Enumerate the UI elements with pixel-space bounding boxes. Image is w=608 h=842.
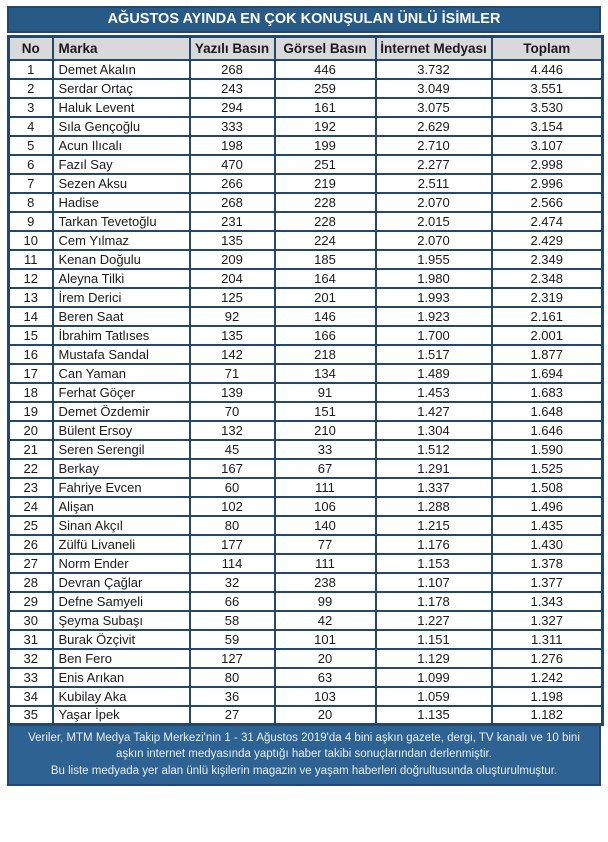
cell-marka: Ferhat Göçer	[53, 383, 190, 402]
cell-yazili-basin: 294	[190, 98, 275, 117]
cell-gorsel-basin: 228	[275, 212, 376, 231]
cell-no: 26	[9, 535, 53, 554]
cell-internet-medyasi: 1.215	[376, 516, 492, 535]
cell-gorsel-basin: 166	[275, 326, 376, 345]
cell-gorsel-basin: 210	[275, 421, 376, 440]
table-row	[9, 554, 603, 573]
cell-gorsel-basin: 20	[275, 706, 376, 725]
cell-toplam: 1.327	[492, 611, 603, 630]
cell-yazili-basin: 333	[190, 117, 275, 136]
cell-toplam: 1.496	[492, 497, 603, 516]
cell-marka: Fazıl Say	[53, 155, 190, 174]
cell-toplam: 4.446	[492, 60, 603, 79]
footer-source-text: Veriler, MTM Medya Takip Merkezi'nin 1 - 31 Ağustos 2019'da 4 bini aşkın gazete, dergi, TV kanalı ve 10 bini aşkın internet medyasında yaptığı haber takibi sonuçlarından derlenmiştir.	[28, 732, 580, 761]
cell-toplam: 3.107	[492, 136, 603, 155]
cell-internet-medyasi: 1.178	[376, 592, 492, 611]
cell-yazili-basin: 58	[190, 611, 275, 630]
cell-gorsel-basin: 192	[275, 117, 376, 136]
cell-yazili-basin: 198	[190, 136, 275, 155]
footer-disclaimer-text: Bu liste medyada yer alan ünlü kişilerin magazin ve yaşam haberleri doğrultusunda oluşturulmuştur.	[50, 764, 558, 777]
cell-yazili-basin: 268	[190, 193, 275, 212]
cell-gorsel-basin: 259	[275, 79, 376, 98]
cell-gorsel-basin: 99	[275, 592, 376, 611]
cell-gorsel-basin: 106	[275, 497, 376, 516]
cell-no: 8	[9, 193, 53, 212]
cell-yazili-basin: 470	[190, 155, 275, 174]
cell-internet-medyasi: 1.700	[376, 326, 492, 345]
table-row	[9, 269, 603, 288]
cell-yazili-basin: 32	[190, 573, 275, 592]
cell-internet-medyasi: 2.070	[376, 193, 492, 212]
cell-yazili-basin: 177	[190, 535, 275, 554]
cell-marka: Devran Çağlar	[53, 573, 190, 592]
cell-yazili-basin: 231	[190, 212, 275, 231]
cell-yazili-basin: 142	[190, 345, 275, 364]
cell-gorsel-basin: 228	[275, 193, 376, 212]
cell-internet-medyasi: 1.099	[376, 668, 492, 687]
cell-yazili-basin: 127	[190, 649, 275, 668]
table-row	[9, 174, 603, 193]
celebrity-mentions-table	[7, 35, 604, 726]
cell-yazili-basin: 60	[190, 478, 275, 497]
table-row	[9, 60, 603, 79]
cell-no: 32	[9, 649, 53, 668]
cell-gorsel-basin: 151	[275, 402, 376, 421]
cell-internet-medyasi: 3.049	[376, 79, 492, 98]
col-header-yazili-basin: Yazılı Basın	[190, 37, 275, 60]
table-row	[9, 573, 603, 592]
table-row	[9, 307, 603, 326]
cell-marka: Tarkan Tevetoğlu	[53, 212, 190, 231]
cell-internet-medyasi: 2.511	[376, 174, 492, 193]
cell-gorsel-basin: 201	[275, 288, 376, 307]
cell-internet-medyasi: 1.453	[376, 383, 492, 402]
cell-no: 7	[9, 174, 53, 193]
cell-yazili-basin: 135	[190, 231, 275, 250]
table-row	[9, 459, 603, 478]
cell-yazili-basin: 45	[190, 440, 275, 459]
cell-toplam: 1.525	[492, 459, 603, 478]
cell-internet-medyasi: 3.732	[376, 60, 492, 79]
table-row	[9, 212, 603, 231]
cell-marka: Norm Ender	[53, 554, 190, 573]
cell-toplam: 1.648	[492, 402, 603, 421]
cell-yazili-basin: 80	[190, 516, 275, 535]
cell-internet-medyasi: 1.337	[376, 478, 492, 497]
cell-marka: Kubilay Aka	[53, 687, 190, 706]
cell-yazili-basin: 132	[190, 421, 275, 440]
cell-gorsel-basin: 219	[275, 174, 376, 193]
table-row	[9, 649, 603, 668]
cell-toplam: 1.276	[492, 649, 603, 668]
cell-marka: Ben Fero	[53, 649, 190, 668]
table-row	[9, 288, 603, 307]
table-row	[9, 706, 603, 725]
cell-yazili-basin: 139	[190, 383, 275, 402]
cell-no: 9	[9, 212, 53, 231]
table-row	[9, 421, 603, 440]
cell-gorsel-basin: 146	[275, 307, 376, 326]
cell-gorsel-basin: 199	[275, 136, 376, 155]
table-row	[9, 383, 603, 402]
table-row	[9, 402, 603, 421]
cell-gorsel-basin: 111	[275, 554, 376, 573]
cell-internet-medyasi: 2.629	[376, 117, 492, 136]
cell-marka: Seren Serengil	[53, 440, 190, 459]
table-row	[9, 364, 603, 383]
cell-no: 16	[9, 345, 53, 364]
cell-no: 27	[9, 554, 53, 573]
cell-no: 35	[9, 706, 53, 725]
cell-yazili-basin: 204	[190, 269, 275, 288]
cell-marka: Cem Yılmaz	[53, 231, 190, 250]
cell-gorsel-basin: 91	[275, 383, 376, 402]
cell-internet-medyasi: 1.227	[376, 611, 492, 630]
cell-gorsel-basin: 103	[275, 687, 376, 706]
table-row	[9, 497, 603, 516]
table-row	[9, 117, 603, 136]
cell-marka: Sinan Akçıl	[53, 516, 190, 535]
table-row	[9, 516, 603, 535]
cell-marka: Can Yaman	[53, 364, 190, 383]
table-row	[9, 326, 603, 345]
cell-no: 23	[9, 478, 53, 497]
cell-no: 20	[9, 421, 53, 440]
cell-marka: Demet Akalın	[53, 60, 190, 79]
cell-marka: Kenan Doğulu	[53, 250, 190, 269]
cell-toplam: 1.430	[492, 535, 603, 554]
cell-gorsel-basin: 63	[275, 668, 376, 687]
cell-no: 25	[9, 516, 53, 535]
cell-yazili-basin: 243	[190, 79, 275, 98]
cell-toplam: 1.378	[492, 554, 603, 573]
cell-marka: Serdar Ortaç	[53, 79, 190, 98]
cell-toplam: 2.161	[492, 307, 603, 326]
cell-yazili-basin: 66	[190, 592, 275, 611]
table-header-row	[9, 37, 603, 60]
table-row	[9, 535, 603, 554]
cell-toplam: 1.877	[492, 345, 603, 364]
cell-gorsel-basin: 101	[275, 630, 376, 649]
cell-no: 33	[9, 668, 53, 687]
cell-no: 14	[9, 307, 53, 326]
cell-toplam: 3.551	[492, 79, 603, 98]
cell-marka: Mustafa Sandal	[53, 345, 190, 364]
cell-toplam: 1.694	[492, 364, 603, 383]
cell-internet-medyasi: 2.070	[376, 231, 492, 250]
cell-gorsel-basin: 111	[275, 478, 376, 497]
cell-no: 18	[9, 383, 53, 402]
cell-toplam: 1.508	[492, 478, 603, 497]
cell-internet-medyasi: 1.993	[376, 288, 492, 307]
col-header-toplam: Toplam	[492, 37, 603, 60]
cell-internet-medyasi: 2.015	[376, 212, 492, 231]
cell-toplam: 1.590	[492, 440, 603, 459]
cell-no: 31	[9, 630, 53, 649]
cell-internet-medyasi: 1.517	[376, 345, 492, 364]
cell-yazili-basin: 80	[190, 668, 275, 687]
cell-toplam: 2.474	[492, 212, 603, 231]
cell-internet-medyasi: 1.153	[376, 554, 492, 573]
cell-yazili-basin: 92	[190, 307, 275, 326]
cell-gorsel-basin: 224	[275, 231, 376, 250]
cell-yazili-basin: 36	[190, 687, 275, 706]
cell-toplam: 2.348	[492, 269, 603, 288]
col-header-internet-medyasi: İnternet Medyası	[376, 37, 492, 60]
cell-internet-medyasi: 1.489	[376, 364, 492, 383]
cell-internet-medyasi: 1.304	[376, 421, 492, 440]
cell-marka: Şeyma Subaşı	[53, 611, 190, 630]
cell-toplam: 1.182	[492, 706, 603, 725]
cell-no: 29	[9, 592, 53, 611]
cell-gorsel-basin: 185	[275, 250, 376, 269]
cell-toplam: 2.319	[492, 288, 603, 307]
cell-marka: Bülent Ersoy	[53, 421, 190, 440]
cell-yazili-basin: 59	[190, 630, 275, 649]
cell-toplam: 1.646	[492, 421, 603, 440]
cell-internet-medyasi: 1.955	[376, 250, 492, 269]
cell-internet-medyasi: 1.427	[376, 402, 492, 421]
cell-internet-medyasi: 1.059	[376, 687, 492, 706]
table-row	[9, 136, 603, 155]
cell-internet-medyasi: 1.176	[376, 535, 492, 554]
cell-yazili-basin: 266	[190, 174, 275, 193]
cell-toplam: 1.311	[492, 630, 603, 649]
cell-no: 3	[9, 98, 53, 117]
cell-marka: Demet Özdemir	[53, 402, 190, 421]
table-row	[9, 630, 603, 649]
cell-gorsel-basin: 238	[275, 573, 376, 592]
cell-marka: İrem Derici	[53, 288, 190, 307]
cell-toplam: 2.998	[492, 155, 603, 174]
table-row	[9, 611, 603, 630]
cell-internet-medyasi: 1.923	[376, 307, 492, 326]
cell-internet-medyasi: 1.288	[376, 497, 492, 516]
table-row	[9, 79, 603, 98]
cell-gorsel-basin: 67	[275, 459, 376, 478]
cell-marka: Beren Saat	[53, 307, 190, 326]
cell-no: 11	[9, 250, 53, 269]
cell-toplam: 2.349	[492, 250, 603, 269]
cell-toplam: 1.242	[492, 668, 603, 687]
cell-gorsel-basin: 33	[275, 440, 376, 459]
cell-no: 22	[9, 459, 53, 478]
cell-marka: Burak Özçivit	[53, 630, 190, 649]
cell-toplam: 2.566	[492, 193, 603, 212]
table-row	[9, 345, 603, 364]
cell-gorsel-basin: 134	[275, 364, 376, 383]
cell-yazili-basin: 71	[190, 364, 275, 383]
cell-gorsel-basin: 161	[275, 98, 376, 117]
cell-toplam: 2.001	[492, 326, 603, 345]
cell-internet-medyasi: 3.075	[376, 98, 492, 117]
col-header-marka: Marka	[53, 37, 190, 60]
cell-toplam: 1.683	[492, 383, 603, 402]
table-row	[9, 478, 603, 497]
cell-gorsel-basin: 20	[275, 649, 376, 668]
cell-marka: Alişan	[53, 497, 190, 516]
cell-toplam: 2.996	[492, 174, 603, 193]
cell-no: 21	[9, 440, 53, 459]
cell-gorsel-basin: 218	[275, 345, 376, 364]
cell-marka: Berkay	[53, 459, 190, 478]
table-row	[9, 98, 603, 117]
cell-internet-medyasi: 1.980	[376, 269, 492, 288]
cell-internet-medyasi: 1.135	[376, 706, 492, 725]
cell-yazili-basin: 27	[190, 706, 275, 725]
cell-no: 12	[9, 269, 53, 288]
cell-internet-medyasi: 1.107	[376, 573, 492, 592]
cell-marka: Enis Arıkan	[53, 668, 190, 687]
page-title: AĞUSTOS AYINDA EN ÇOK KONUŞULAN ÜNLÜ İSİMLER	[7, 6, 601, 33]
cell-no: 5	[9, 136, 53, 155]
cell-marka: Defne Samyeli	[53, 592, 190, 611]
cell-no: 34	[9, 687, 53, 706]
cell-no: 1	[9, 60, 53, 79]
cell-no: 17	[9, 364, 53, 383]
table-row	[9, 193, 603, 212]
cell-marka: Zülfü Livaneli	[53, 535, 190, 554]
cell-no: 6	[9, 155, 53, 174]
cell-no: 30	[9, 611, 53, 630]
cell-marka: Haluk Levent	[53, 98, 190, 117]
cell-toplam: 2.429	[492, 231, 603, 250]
cell-no: 2	[9, 79, 53, 98]
cell-gorsel-basin: 77	[275, 535, 376, 554]
col-header-gorsel-basin: Görsel Basın	[275, 37, 376, 60]
cell-toplam: 1.377	[492, 573, 603, 592]
cell-internet-medyasi: 2.710	[376, 136, 492, 155]
cell-no: 15	[9, 326, 53, 345]
cell-internet-medyasi: 1.151	[376, 630, 492, 649]
table-body	[9, 60, 603, 725]
table-row	[9, 155, 603, 174]
cell-yazili-basin: 70	[190, 402, 275, 421]
table-row	[9, 231, 603, 250]
cell-marka: Fahriye Evcen	[53, 478, 190, 497]
cell-marka: Sezen Aksu	[53, 174, 190, 193]
cell-internet-medyasi: 1.129	[376, 649, 492, 668]
col-header-no: No	[9, 37, 53, 60]
cell-toplam: 3.154	[492, 117, 603, 136]
table-row	[9, 250, 603, 269]
cell-no: 10	[9, 231, 53, 250]
cell-marka: Hadise	[53, 193, 190, 212]
table-row	[9, 668, 603, 687]
cell-toplam: 1.198	[492, 687, 603, 706]
cell-toplam: 3.530	[492, 98, 603, 117]
cell-gorsel-basin: 140	[275, 516, 376, 535]
cell-yazili-basin: 167	[190, 459, 275, 478]
cell-yazili-basin: 102	[190, 497, 275, 516]
cell-internet-medyasi: 1.291	[376, 459, 492, 478]
cell-no: 4	[9, 117, 53, 136]
table-row	[9, 592, 603, 611]
cell-marka: Acun Ilıcalı	[53, 136, 190, 155]
cell-yazili-basin: 114	[190, 554, 275, 573]
table-row	[9, 440, 603, 459]
table-row	[9, 687, 603, 706]
cell-gorsel-basin: 164	[275, 269, 376, 288]
cell-yazili-basin: 125	[190, 288, 275, 307]
cell-gorsel-basin: 446	[275, 60, 376, 79]
cell-no: 13	[9, 288, 53, 307]
cell-marka: Aleyna Tilki	[53, 269, 190, 288]
cell-yazili-basin: 268	[190, 60, 275, 79]
cell-toplam: 1.435	[492, 516, 603, 535]
cell-marka: Yaşar İpek	[53, 706, 190, 725]
cell-internet-medyasi: 2.277	[376, 155, 492, 174]
cell-no: 19	[9, 402, 53, 421]
cell-toplam: 1.343	[492, 592, 603, 611]
cell-yazili-basin: 135	[190, 326, 275, 345]
cell-yazili-basin: 209	[190, 250, 275, 269]
cell-internet-medyasi: 1.512	[376, 440, 492, 459]
cell-no: 28	[9, 573, 53, 592]
cell-gorsel-basin: 42	[275, 611, 376, 630]
cell-marka: Sıla Gençoğlu	[53, 117, 190, 136]
cell-marka: İbrahim Tatlıses	[53, 326, 190, 345]
footer-note	[7, 726, 601, 786]
cell-gorsel-basin: 251	[275, 155, 376, 174]
cell-no: 24	[9, 497, 53, 516]
